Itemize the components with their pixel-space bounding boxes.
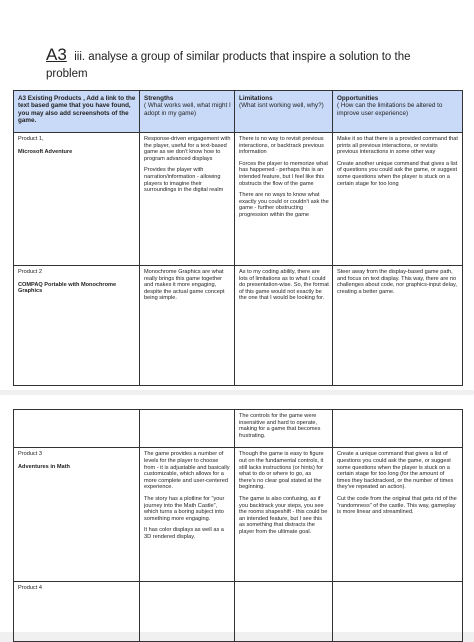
product-cell: [14, 582, 140, 642]
products-table-continued: [13, 409, 463, 642]
strengths-cell: [140, 582, 235, 642]
opportunities-cell: [333, 266, 463, 386]
header-opportunities-sub: ( How can the limitations be altered to improve user experience): [337, 102, 443, 117]
strengths-cell: [140, 410, 235, 448]
header-limitations: [235, 91, 333, 133]
page-heading: [46, 47, 446, 82]
heading-label: A3: [46, 45, 67, 64]
strength-text: It has color displays as well as a 3D rendered display.: [144, 527, 224, 540]
strength-text: Monochrome Graphics are what really brings this game together and makes it more engaging, despite the actual game concept being simple.: [144, 269, 225, 302]
limitations-cell: [235, 266, 333, 386]
header-strengths-title: Strengths: [144, 95, 174, 102]
opportunities-cell: [333, 448, 463, 582]
product-label: Product 1,: [18, 136, 44, 142]
limitations-cell: [235, 448, 333, 582]
opportunity-text: Steer away from the display-based game path, and focus on text display. This way, there are no challenges about code, nor graphics-input delay, creating a better game.: [337, 269, 457, 295]
opportunity-text: Cut the code from the original that gets rid of the "randomness" of the castle. This way, gameplay is more linear and streamlined.: [337, 495, 457, 516]
strength-text: Provides the player with narration/information - allowing players to imagine their surroundings in the digital realm: [144, 167, 224, 194]
header-limitations-sub: (What isnt working well, why?): [239, 102, 324, 110]
limitation-text: As to my coding ability, there are lots of limitations as to what I could do presentation-wise. So, the format of this game would not exactly be the one that I would be looking for.: [239, 269, 329, 302]
header-limitations-title: Limitations: [239, 95, 273, 102]
header-products: [14, 91, 140, 133]
product-label: Product 4: [18, 585, 42, 592]
limitation-text: The controls for the game were insensitive and hard to operate, making for a game that becomes frustrating.: [239, 413, 321, 439]
header-opportunities-title: Opportunities: [337, 95, 379, 102]
table-header-row: [14, 91, 463, 133]
limitation-text: There are no ways to know what exactly you could or couldn't ask the game - further obstructing progression within the game: [239, 192, 329, 218]
limitations-cell: [235, 410, 333, 448]
header-strengths: [140, 91, 235, 133]
strengths-cell: [140, 266, 235, 386]
table-row-continuation: [14, 410, 463, 448]
product-cell: [14, 448, 140, 582]
product-label: Product 2: [18, 269, 42, 275]
product-label: Product 3: [18, 451, 42, 458]
products-table: [13, 90, 463, 386]
strength-text: The story has a plotline for "your journey into the Math Castle", which turns a boring subject into something more engaging.: [144, 495, 225, 522]
header-strengths-sub: ( What works well, what might I adopt in my game): [144, 102, 231, 117]
opportunities-cell: [333, 410, 463, 448]
product-cell: [14, 266, 140, 386]
strengths-cell: [140, 133, 235, 266]
table-row: [14, 448, 463, 582]
limitation-text: Though the game is easy to figure out on the fundamental controls, it still lacks instructions (or hints) for what to do or where to go, as there's no clear goal stated at the beginning.: [239, 451, 324, 491]
opportunity-text: Make it so that there is a provided command that prints all previous interactions, or revisits previous interactions in some other way: [337, 136, 458, 156]
heading-text: iii. analyse a group of similar products that inspire a solution to the problem: [46, 51, 411, 80]
product-name: Microsoft Adventure: [18, 148, 73, 155]
opportunity-text: Create a unique command that gives a list of questions you could ask the game, or suggest some questions when the player is stuck on a certain stage for too long (for the amount of times they backtracked, or the number of times they've repeated an action).: [337, 451, 454, 491]
strength-text: Response-driven engagement with the player, useful for a text-based game as we don't know how to program advanced displays: [144, 136, 231, 162]
opportunity-text: Create another unique command that gives a list of questions you could ask the game, or suggest some questions when the player is stuck on a certain stage for too long: [337, 160, 458, 187]
strengths-cell: [140, 448, 235, 582]
limitations-cell: [235, 582, 333, 642]
document-page-2: [0, 395, 474, 632]
header-products-text: A3 Existing Products , Add a link to the text based game that you have found, you may also add screenshots of the game.: [18, 95, 136, 125]
limitation-text: There is no way to revisit previous interactions, or backtrack previous information: [239, 136, 324, 156]
limitations-cell: [235, 133, 333, 266]
header-opportunities: [333, 91, 463, 133]
table-row: [14, 133, 463, 266]
limitation-text: The game is also confusing, as if you backtrack your steps, you see the rooms shapeshift - this could be an intended feature, but I see this as something that distracts the player from the ultimate goal.: [239, 495, 328, 535]
table-row: [14, 582, 463, 642]
table-row: [14, 266, 463, 386]
opportunities-cell: [333, 582, 463, 642]
opportunities-cell: [333, 133, 463, 266]
limitation-text: Forces the player to memorize what has happened - perhaps this is an intended feature, but I feel like this obstructs the flow of the game: [239, 160, 328, 187]
strength-text: The game provides a number of levels for the player to choose from - it is adjustable and basically customizable, which allows for a more complete and user-centered experience.: [144, 451, 230, 491]
product-name: Adventures in Math: [18, 463, 70, 470]
product-cell: [14, 410, 140, 448]
product-name: COMPAQ Portable with Monochrome Graphics: [18, 281, 117, 295]
product-cell: [14, 133, 140, 266]
